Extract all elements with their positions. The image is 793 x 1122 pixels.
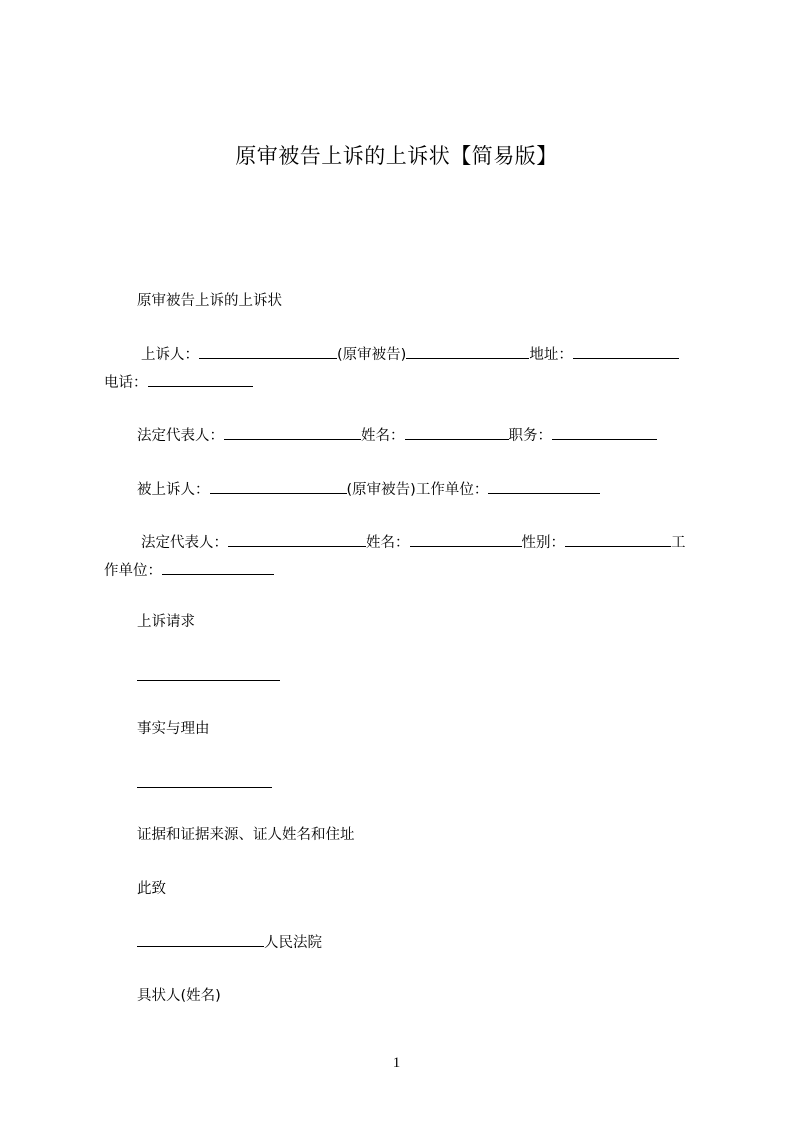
appellant-rep-label: 法定代表人： [137, 428, 224, 444]
court-suffix: 人民法院 [264, 935, 322, 951]
appellee-rep-name-label: 姓名： [366, 535, 410, 551]
appellant-label: 上诉人： [141, 347, 199, 363]
appellee-rep-work-unit-label-part1: 工 [671, 535, 686, 551]
appellee-blank[interactable] [210, 479, 347, 494]
appellant-address-blank[interactable] [573, 344, 679, 359]
appellee-rep-gender-label: 性别： [521, 535, 565, 551]
appellee-label: 被上诉人： [137, 482, 210, 498]
appellee-rep-label: 法定代表人： [141, 535, 228, 551]
court-line [137, 932, 322, 953]
appellee-work-unit-label: 工作单位： [415, 482, 489, 498]
appellee-role-note: (原审被告) [346, 482, 416, 498]
appellant-rep-name-blank[interactable] [405, 425, 509, 440]
evidence-heading: 证据和证据来源、证人姓名和住址 [137, 827, 355, 843]
appellee-rep-work-unit-line [104, 560, 274, 581]
appellee-rep-line [141, 532, 686, 553]
document-heading: 原审被告上诉的上诉状 [137, 293, 282, 309]
appeal-request-heading: 上诉请求 [137, 614, 195, 630]
salutation: 此致 [137, 881, 166, 897]
appellant-blank[interactable] [199, 344, 337, 359]
appellee-work-unit-blank[interactable] [488, 479, 600, 494]
appellant-line [141, 344, 679, 365]
facts-reasons-line [137, 773, 272, 794]
appellant-phone-blank[interactable] [148, 372, 253, 387]
appellant-rep-position-blank[interactable] [552, 425, 657, 440]
facts-reasons-heading: 事实与理由 [137, 721, 210, 737]
appellant-rep-name-label: 姓名： [361, 428, 405, 444]
appellant-rep-line [137, 425, 657, 446]
appellee-line [137, 479, 600, 500]
appellant-rep-blank[interactable] [224, 425, 361, 440]
appeal-request-line [137, 666, 280, 687]
appellant-role-note: (原审被告) [337, 347, 407, 363]
court-blank[interactable] [137, 932, 264, 947]
document-title: 原审被告上诉的上诉状【简易版】 [235, 144, 558, 168]
appellant-phone-label: 电话： [104, 375, 148, 391]
appellee-rep-name-blank[interactable] [410, 532, 522, 547]
appellant-phone-line [104, 372, 253, 393]
appellant-address-label: 地址： [529, 347, 573, 363]
appellant-role-blank[interactable] [406, 344, 529, 359]
appellee-rep-work-unit-label-part2: 作单位： [104, 563, 162, 579]
appellee-rep-blank[interactable] [228, 532, 366, 547]
appellee-rep-work-unit-blank[interactable] [162, 560, 274, 575]
facts-reasons-blank[interactable] [137, 773, 272, 788]
signer-label: 具状人(姓名) [137, 988, 221, 1004]
appellant-rep-position-label: 职务： [508, 428, 552, 444]
page-number: 1 [392, 1055, 401, 1071]
appeal-request-blank[interactable] [137, 666, 280, 681]
appellee-rep-gender-blank[interactable] [565, 532, 671, 547]
